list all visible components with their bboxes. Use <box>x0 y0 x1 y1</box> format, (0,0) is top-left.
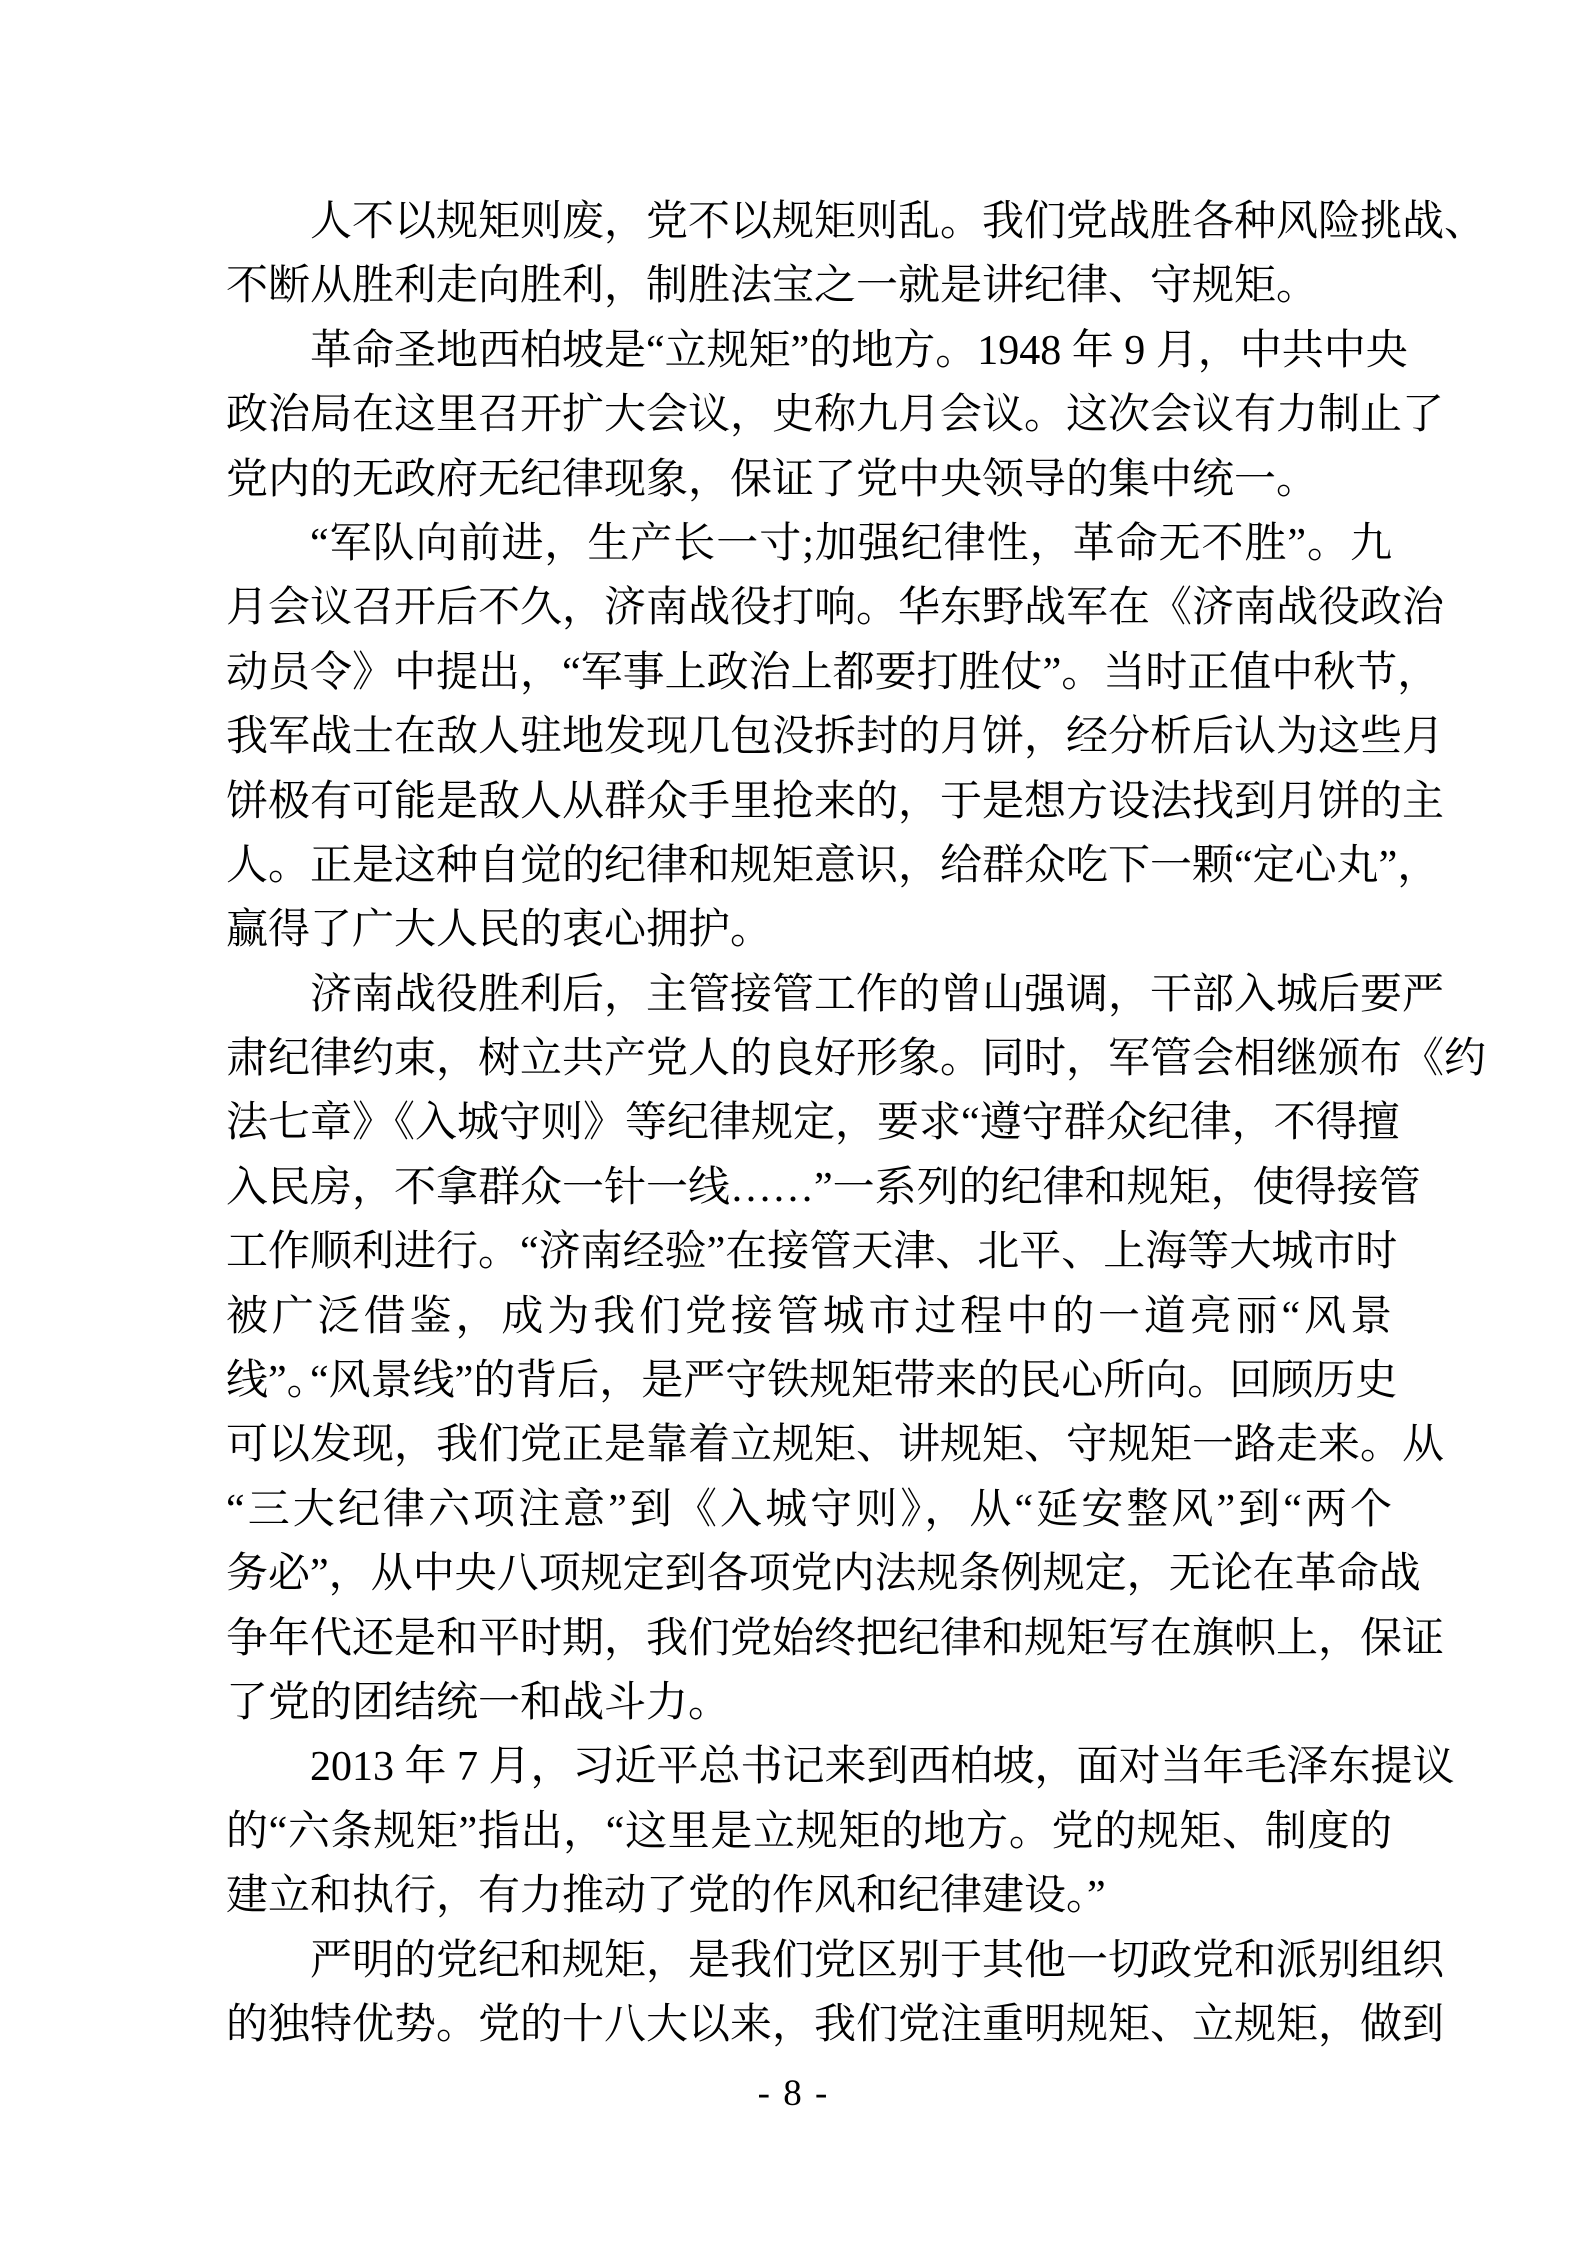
text-line: 了党的团结统一和战斗力。 <box>226 1679 731 1726</box>
paragraph <box>226 1929 1445 2058</box>
text-line: “风景线”的背后，是严守铁规矩带来的民心所向。回顾历史 <box>310 1358 1398 1405</box>
text-line: 肃纪律约束，树立共产党人的良好形象。同时，军管会相继颁布《约 <box>226 1036 1487 1083</box>
text-line: 建立和执行，有力推动了党的作风和纪律建设。” <box>226 1873 1106 1920</box>
text-line: 党内的无政府无纪律现象，保证了党中央领导的集中统一。 <box>226 456 1319 503</box>
text-line: “军队向前进，生产长一寸;加强纪律性，革命无不胜”。九 <box>310 520 1392 567</box>
text-line: 动员令》中提出，“军事上政治上都要打胜仗”。当时正值中秋节， <box>226 649 1440 696</box>
text-line: 务必”，从中央八项规定到各项党内法规条例规定，无论在革命战 <box>226 1551 1421 1598</box>
text-line: 法七章》《入城守则》等纪律规定，要求“遵守群众纪律，不得擅 <box>226 1100 1400 1147</box>
text-line: 被广泛借鉴，成为我们党接管城市过程中的一道亮丽“风景线”。 <box>226 1293 1392 1405</box>
paragraph <box>226 1735 1455 1928</box>
text-line: 入民房，不拿群众一针一线……”一系列的纪律和规矩，使得接管 <box>226 1164 1421 1211</box>
page-footer <box>0 2072 1587 2116</box>
text-line: “三大纪律六项注意”到《入城守则》，从“延安整风”到“两个 <box>226 1486 1392 1533</box>
paragraph <box>226 190 1487 319</box>
page-number: - 8 - <box>757 2073 830 2114</box>
paragraph <box>226 512 1445 963</box>
text-line: 的独特优势。党的十八大以来，我们党注重明规矩、立规矩，做到 <box>226 2001 1445 2048</box>
text-line: 月会议召开后不久，济南战役打响。华东野战军在《济南战役政治 <box>226 585 1445 632</box>
text-line: 不断从胜利走向胜利，制胜法宝之一就是讲纪律、守规矩。 <box>226 263 1319 310</box>
text-line: 的“六条规矩”指出，“这里是立规矩的地方。党的规矩、制度的 <box>226 1808 1392 1855</box>
text-line: 严明的党纪和规矩，是我们党区别于其他一切政党和派别组织 <box>310 1937 1445 1984</box>
text-line: 我军战士在敌人驻地发现几包没拆封的月饼，经分析后认为这些月 <box>226 714 1445 761</box>
text-line: 2013 年 7 月，习近平总书记来到西柏坡，面对当年毛泽东提议 <box>310 1744 1455 1791</box>
text-line: 革命圣地西柏坡是“立规矩”的地方。1948 年 9 月，中共中央 <box>310 327 1408 374</box>
text-line: 工作顺利进行。“济南经验”在接管天津、北平、上海等大城市时 <box>226 1229 1398 1276</box>
paragraph <box>226 1349 1445 1735</box>
text-line: 赢得了广大人民的衷心拥护。 <box>226 907 773 954</box>
text-line: 饼极有可能是敌人从群众手里抢来的，于是想方设法找到月饼的主 <box>226 778 1445 825</box>
text-line: 人。正是这种自觉的纪律和规矩意识，给群众吃下一颗“定心丸”， <box>226 842 1440 889</box>
text-line: 争年代还是和平时期，我们党始终把纪律和规矩写在旗帜上，保证 <box>226 1615 1445 1662</box>
text-line: 济南战役胜利后，主管接管工作的曾山强调，干部入城后要严 <box>310 971 1445 1018</box>
text-line: 政治局在这里召开扩大会议，史称九月会议。这次会议有力制止了 <box>226 392 1445 439</box>
text-line: 可以发现，我们党正是靠着立规矩、讲规矩、守规矩一路走来。从 <box>226 1422 1445 1469</box>
text-line: 人不以规矩则废，党不以规矩则乱。我们党战胜各种风险挑战、 <box>310 199 1487 245</box>
paragraph <box>226 319 1445 512</box>
document-body <box>226 190 1487 2057</box>
